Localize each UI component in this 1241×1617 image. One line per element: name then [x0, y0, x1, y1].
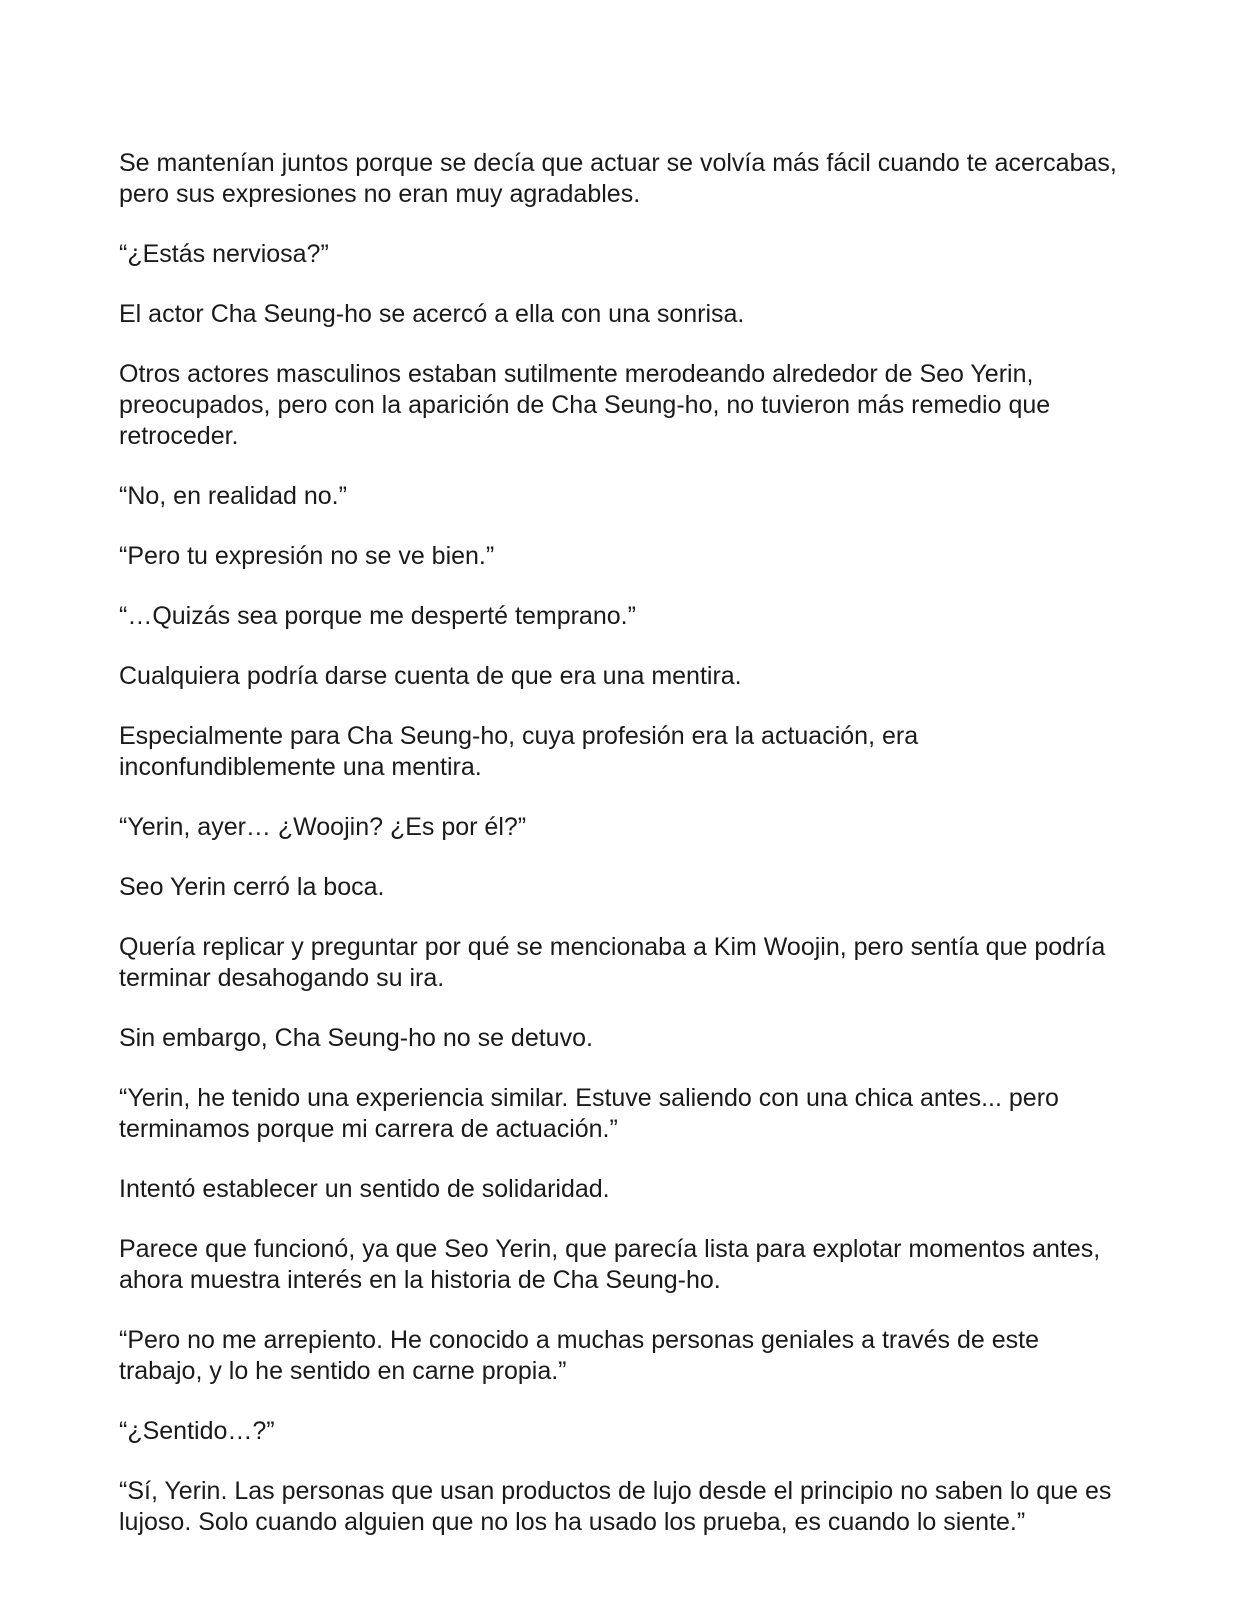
paragraph-1: Se mantenían juntos porque se decía que actuar se volvía más fácil cuando te acercabas, pero sus expresiones no eran muy agradables.	[119, 149, 1117, 208]
paragraph-19: “Sí, Yerin. Las personas que usan productos de lujo desde el principio no saben lo que es lujoso. Solo cuando alguien que no los ha usado los prueba, es cuando lo siente.”	[119, 1477, 1112, 1536]
paragraph-13: Sin embargo, Cha Seung-ho no se detuvo.	[119, 1024, 593, 1052]
paragraph-9: Especialmente para Cha Seung-ho, cuya profesión era la actuación, era inconfundiblemente una mentira.	[119, 722, 919, 781]
paragraph-15: Intentó establecer un sentido de solidaridad.	[119, 1175, 610, 1203]
paragraph-2: “¿Estás nerviosa?”	[119, 240, 329, 268]
paragraph-17: “Pero no me arrepiento. He conocido a muchas personas geniales a través de este trabajo, y lo he sentido en carne propia.”	[119, 1326, 1039, 1385]
paragraph-10: “Yerin, ayer… ¿Woojin? ¿Es por él?”	[119, 813, 527, 841]
paragraph-3: El actor Cha Seung-ho se acercó a ella con una sonrisa.	[119, 300, 745, 328]
paragraph-7: “…Quizás sea porque me desperté temprano.”	[119, 602, 636, 630]
paragraph-6: “Pero tu expresión no se ve bien.”	[119, 542, 495, 570]
paragraph-8: Cualquiera podría darse cuenta de que era una mentira.	[119, 662, 742, 690]
paragraph-5: “No, en realidad no.”	[119, 482, 347, 510]
paragraph-18: “¿Sentido…?”	[119, 1417, 275, 1445]
paragraph-12: Quería replicar y preguntar por qué se mencionaba a Kim Woojin, pero sentía que podría terminar desahogando su ira.	[119, 933, 1106, 992]
paragraph-14: “Yerin, he tenido una experiencia similar. Estuve saliendo con una chica antes... pero terminamos porque mi carrera de actuación.”	[119, 1084, 1059, 1143]
document-body	[119, 148, 1129, 1567]
paragraph-4: Otros actores masculinos estaban sutilmente merodeando alrededor de Seo Yerin, preocupados, pero con la aparición de Cha Seung-ho, no tuvieron más remedio que retroceder.	[119, 360, 1051, 450]
paragraph-16: Parece que funcionó, ya que Seo Yerin, que parecía lista para explotar momentos antes, ahora muestra interés en la historia de Cha Seung-ho.	[119, 1235, 1101, 1294]
paragraph-11: Seo Yerin cerró la boca.	[119, 873, 385, 901]
